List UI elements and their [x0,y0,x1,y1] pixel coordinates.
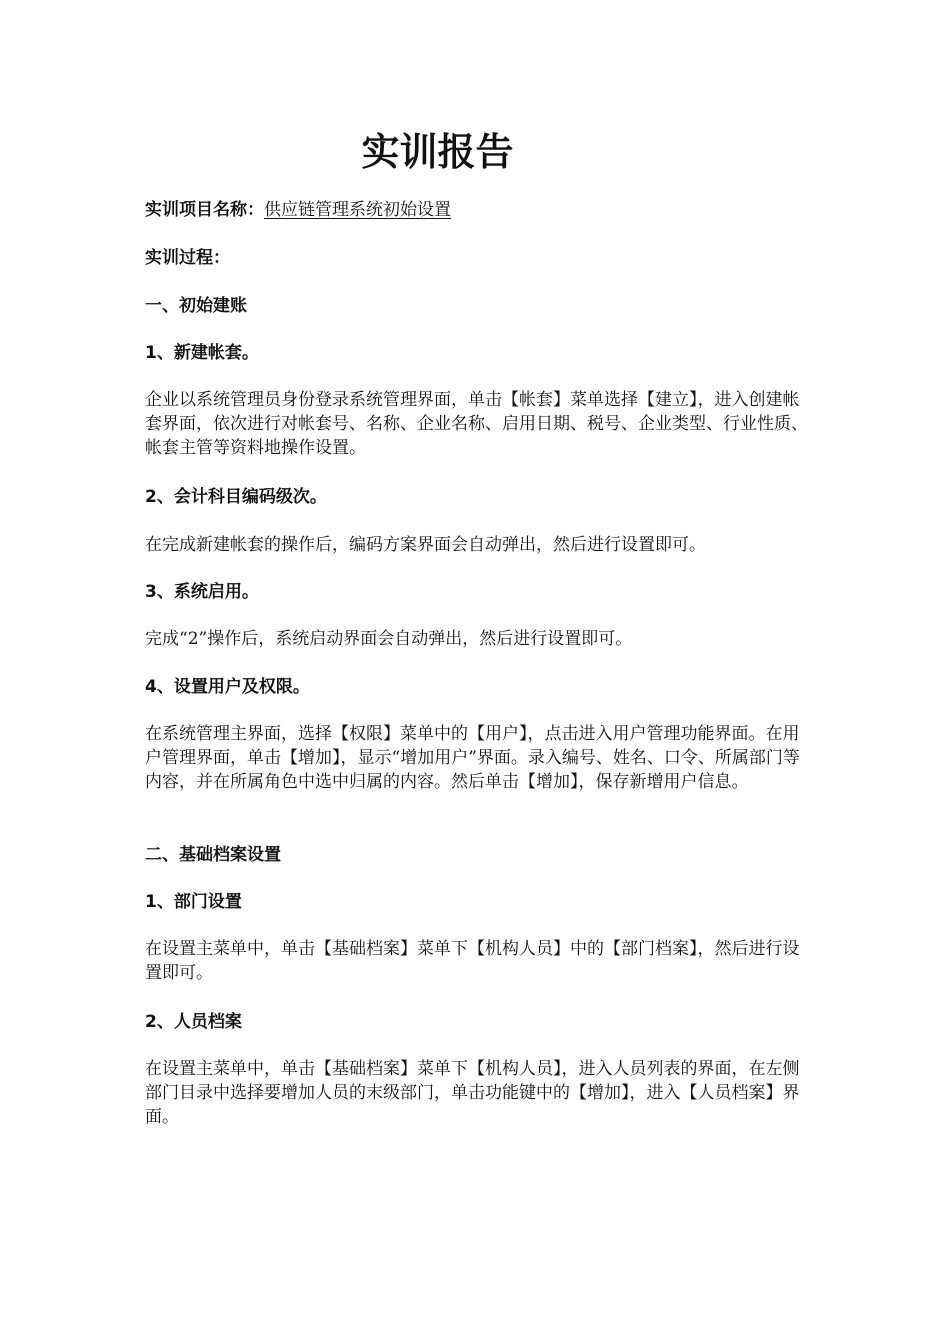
item-heading-users-permissions: 4、设置用户及权限。 [145,677,310,697]
project-name-value: 供应链管理系统初始设置 [264,200,451,220]
project-name-label: 实训项目名称： [145,200,264,220]
item-text-personnel: 在设置主菜单中，单击【基础档案】菜单下【机构人员】，进入人员列表的界面，在左侧部门目录中选择要增加人员的末级部门，单击功能键中的【增加】，进入【人员档案】界面。 [145,1059,800,1127]
item-text-users-permissions: 在系统管理主界面，选择【权限】菜单中的【用户】，点击进入用户管理功能界面。在用户管理界面，单击【增加】，显示“增加用户”界面。录入编号、姓名、口令、所属部门等内容，并在所属角色中选中归属的内容。然后单击【增加】，保存新增用户信息。 [145,724,800,792]
item-text-new-account: 企业以系统管理员身份登录系统管理界面，单击【帐套】菜单选择【建立】，进入创建帐套界面，依次进行对帐套号、名称、企业名称、启用日期、税号、企业类型、行业性质、帐套主管等资料地操作设置。 [145,390,808,458]
item-heading-department: 1、部门设置 [145,892,242,912]
item-text-system-enable: 完成“2”操作后，系统启动界面会自动弹出，然后进行设置即可。 [145,629,633,649]
project-name-line [145,198,810,222]
process-label: 实训过程： [145,248,230,268]
item-heading-new-account: 1、新建帐套。 [145,343,259,363]
item-heading-personnel: 2、人员档案 [145,1012,242,1032]
section-heading-basic-archives: 二、基础档案设置 [145,845,281,865]
item-heading-coding-levels: 2、会计科目编码级次。 [145,487,327,507]
item-heading-system-enable: 3、系统启用。 [145,582,259,602]
report-title: 实训报告 [361,130,514,174]
section-heading-initial-setup: 一、初始建账 [145,296,247,316]
item-text-coding-levels: 在完成新建帐套的操作后，编码方案界面会自动弹出，然后进行设置即可。 [145,535,706,555]
item-text-department: 在设置主菜单中，单击【基础档案】菜单下【机构人员】中的【部门档案】，然后进行设置即可。 [145,939,800,983]
